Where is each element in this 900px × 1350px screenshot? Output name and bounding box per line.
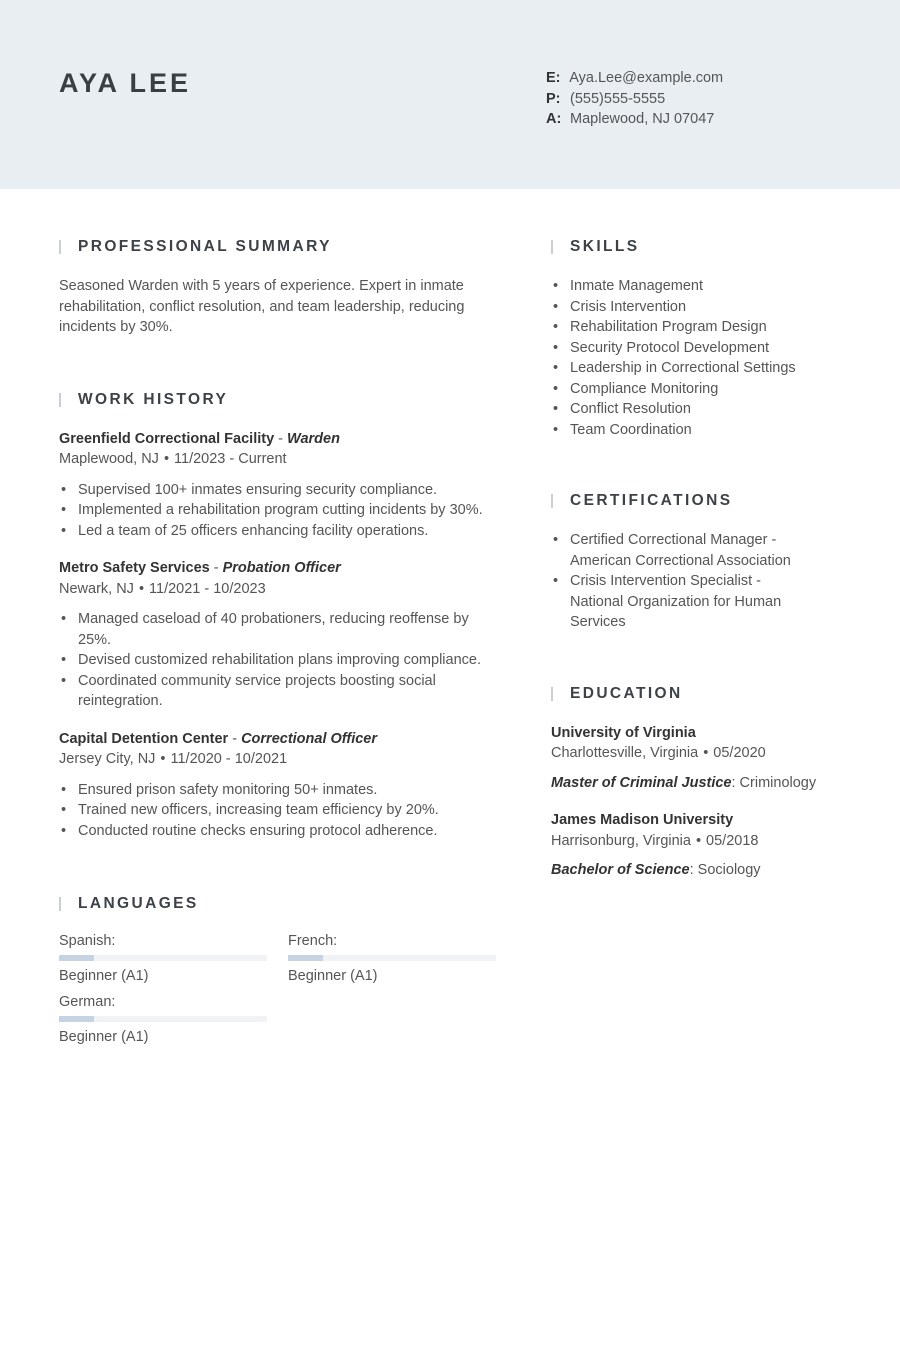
job-separator: - <box>228 730 242 747</box>
education-meta <box>551 743 851 764</box>
job-meta <box>59 749 499 770</box>
job-company: Capital Detention Center <box>59 730 229 747</box>
language-name: German: <box>59 994 116 1010</box>
job-bullet: • Coordinated community service projects boosting social reintegration. <box>59 671 499 712</box>
education-meta-dot: • <box>703 745 709 761</box>
education-degree-line <box>551 860 851 881</box>
certifications-list <box>551 530 816 633</box>
job-company: Greenfield Correctional Facility <box>59 430 275 447</box>
job-bullets <box>59 780 499 842</box>
education-entry <box>551 723 851 794</box>
education-school: University of Virginia <box>551 724 696 741</box>
skill-item: • Leadership in Correctional Settings <box>551 358 851 379</box>
education-meta <box>551 831 851 852</box>
job-meta-dot: • <box>163 451 170 467</box>
language-item <box>288 931 496 986</box>
job-location: Maplewood, NJ <box>59 451 159 467</box>
language-item <box>59 992 267 1047</box>
job-entry <box>59 429 499 542</box>
job-bullet: • Ensured prison safety monitoring 50+ inmates. <box>59 780 499 801</box>
languages-section <box>59 893 499 1071</box>
phone-value: (555)555-5555 <box>570 90 666 107</box>
skills-heading: SKILLS <box>551 236 851 258</box>
summary-text: Seasoned Warden with 5 years of experience. Expert in inmate rehabilitation, conflict resolution, and team leadership, reducing incidents by 30%. <box>59 278 465 335</box>
job-meta <box>59 449 499 470</box>
work-history-heading: WORK HISTORY <box>59 389 499 411</box>
certification-item: • Certified Correctional Manager - American Correctional Association <box>551 530 816 571</box>
skill-item: • Conflict Resolution <box>551 399 851 420</box>
job-entry <box>59 729 499 842</box>
education-heading: EDUCATION <box>551 683 851 705</box>
job-title-line <box>59 558 499 579</box>
education-entry <box>551 810 851 881</box>
job-bullet: • Managed caseload of 40 probationers, reducing reoffense by 25%. <box>59 609 499 650</box>
job-role: Warden <box>287 430 340 447</box>
languages-grid <box>59 931 499 1071</box>
skill-item: • Security Protocol Development <box>551 338 851 359</box>
language-level: Beginner (A1) <box>59 968 149 984</box>
candidate-name: AYA LEE <box>59 68 192 98</box>
education-section <box>551 683 851 881</box>
job-meta-dot: • <box>160 751 166 767</box>
job-separator: - <box>274 430 288 447</box>
summary-heading: PROFESSIONAL SUMMARY <box>59 236 499 258</box>
job-role: Probation Officer <box>222 560 341 576</box>
job-bullet: • Trained new officers, increasing team efficiency by 20%. <box>59 800 499 821</box>
education-location: Harrisonburg, Virginia <box>551 832 691 849</box>
job-bullet: • Devised customized rehabilitation plans improving compliance. <box>59 650 499 671</box>
education-degree: Master of Criminal Justice <box>551 774 732 791</box>
language-proficiency-fill <box>59 955 94 961</box>
contact-address-row <box>546 109 723 130</box>
job-entry <box>59 558 499 712</box>
language-level: Beginner (A1) <box>59 1029 149 1045</box>
summary-section <box>59 236 499 338</box>
job-bullet: • Implemented a rehabilitation program cutting incidents by 30%. <box>59 500 499 521</box>
skill-item: • Team Coordination <box>551 420 851 441</box>
email-label: E: <box>546 70 561 86</box>
phone-label: P: <box>546 90 561 107</box>
education-location: Charlottesville, Virginia <box>551 745 699 761</box>
contact-email-row <box>546 68 723 89</box>
education-field: : Sociology <box>689 862 761 878</box>
education-meta-dot: • <box>695 832 702 849</box>
skill-item: • Compliance Monitoring <box>551 379 851 400</box>
job-bullet: • Led a team of 25 officers enhancing facility operations. <box>59 521 499 542</box>
job-meta-dot: • <box>138 580 145 597</box>
skill-item: • Inmate Management <box>551 276 851 297</box>
job-company: Metro Safety Services <box>59 560 210 576</box>
education-degree: Bachelor of Science <box>551 862 690 878</box>
skills-section <box>551 236 851 440</box>
certifications-heading: CERTIFICATIONS <box>551 490 851 512</box>
job-dates: 11/2020 - 10/2021 <box>170 751 288 767</box>
language-name: French: <box>288 933 338 949</box>
language-proficiency-bar <box>288 955 496 961</box>
language-item <box>59 931 267 986</box>
certification-item: • Crisis Intervention Specialist - National Organization for Human Services <box>551 571 816 633</box>
job-bullets <box>59 609 499 712</box>
job-dates: 11/2021 - 10/2023 <box>149 580 266 597</box>
job-role: Correctional Officer <box>241 730 377 747</box>
education-degree-line <box>551 773 851 794</box>
certifications-section <box>551 490 851 633</box>
email-value[interactable]: Aya.Lee@example.com <box>569 70 724 86</box>
skill-item: • Crisis Intervention <box>551 297 851 318</box>
education-date: 05/2020 <box>713 745 766 761</box>
language-name: Spanish: <box>59 933 116 949</box>
education-date: 05/2018 <box>706 832 759 849</box>
education-field: : Criminology <box>731 774 817 791</box>
language-level: Beginner (A1) <box>288 968 378 984</box>
right-column <box>551 236 851 881</box>
language-proficiency-fill <box>59 1016 94 1022</box>
job-dates: 11/2023 - Current <box>174 451 287 467</box>
address-label: A: <box>546 111 562 127</box>
work-history-section <box>59 389 499 842</box>
language-proficiency-bar <box>59 1016 267 1022</box>
skill-item: • Rehabilitation Program Design <box>551 317 851 338</box>
education-school: James Madison University <box>551 812 734 828</box>
job-bullet: • Supervised 100+ inmates ensuring security compliance. <box>59 480 499 501</box>
job-separator: - <box>209 560 223 576</box>
languages-heading: LANGUAGES <box>59 893 499 915</box>
job-bullet: • Conducted routine checks ensuring protocol adherence. <box>59 821 499 842</box>
language-proficiency-fill <box>288 955 323 961</box>
job-bullets <box>59 480 499 542</box>
header-band <box>0 0 900 189</box>
language-proficiency-bar <box>59 955 267 961</box>
job-location: Newark, NJ <box>59 580 134 597</box>
job-meta <box>59 579 499 600</box>
left-column <box>59 236 499 1071</box>
job-location: Jersey City, NJ <box>59 751 156 767</box>
contact-block <box>546 68 723 130</box>
job-title-line <box>59 729 499 750</box>
job-title-line <box>59 429 499 450</box>
skills-list <box>551 276 851 440</box>
contact-phone-row <box>546 89 723 110</box>
address-value: Maplewood, NJ 07047 <box>570 111 715 127</box>
